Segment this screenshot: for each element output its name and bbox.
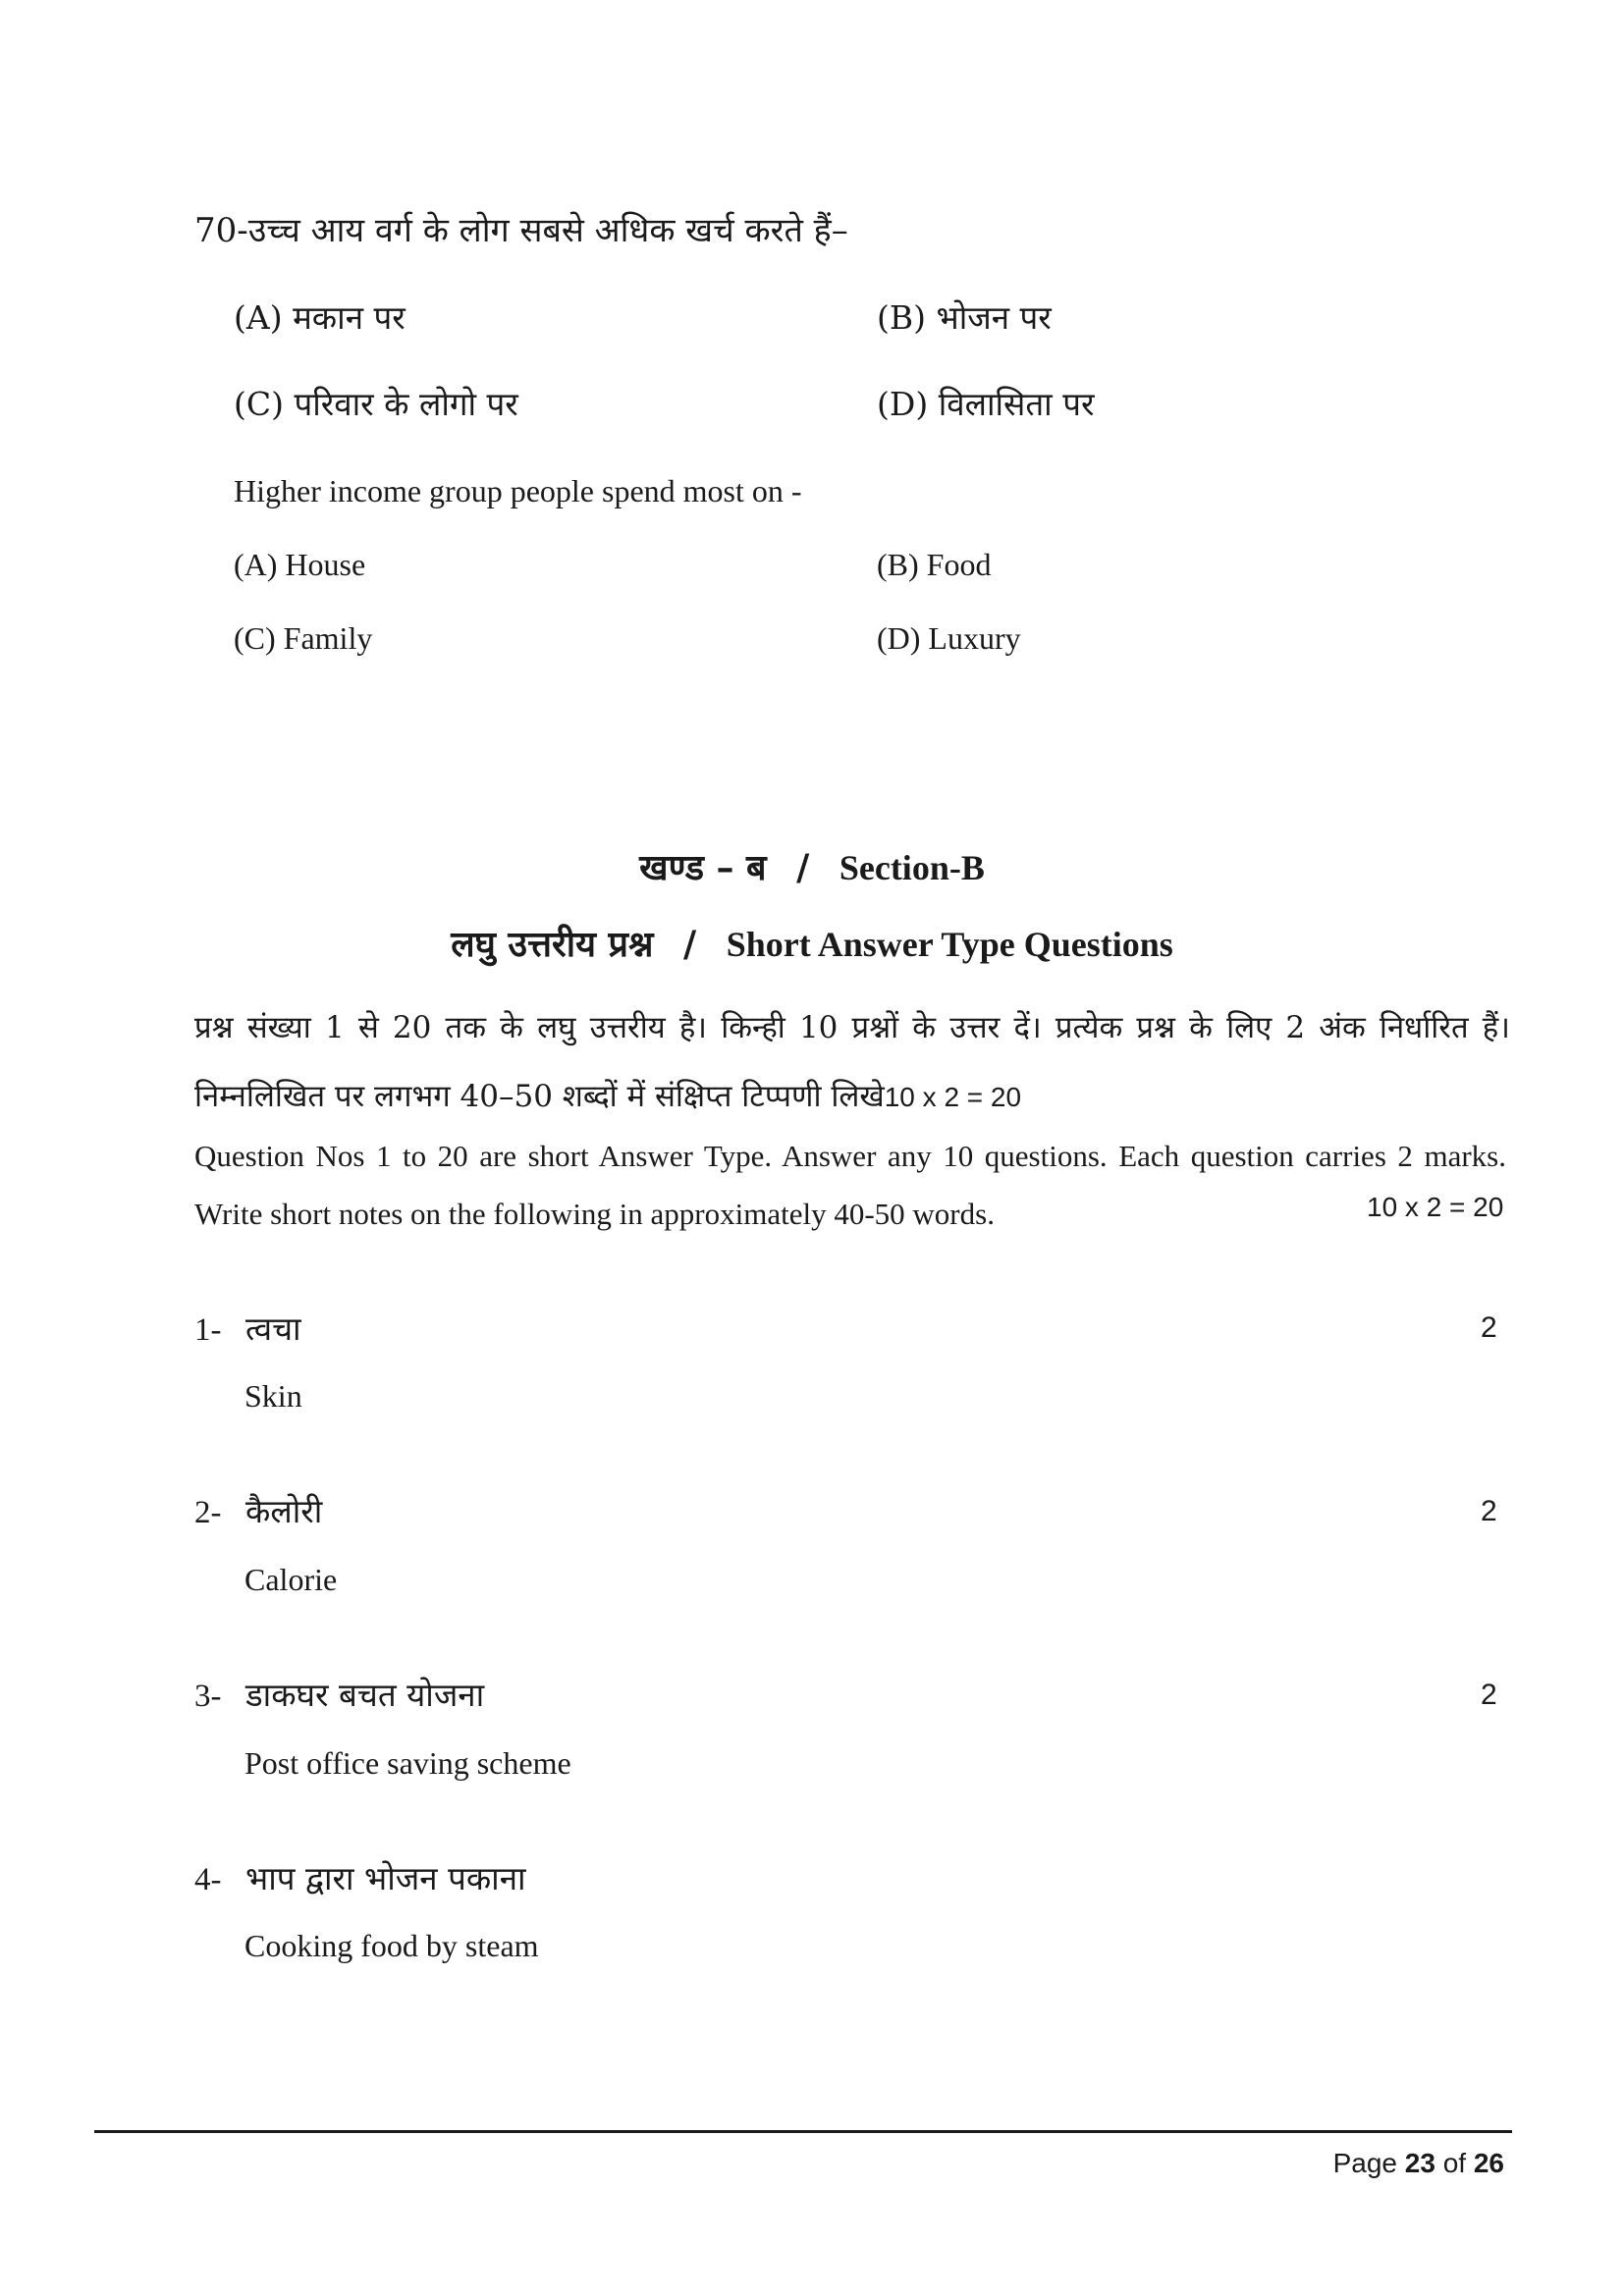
section-title [0, 842, 1624, 890]
question-70-english: Higher income group people spend most on - [234, 473, 802, 508]
question-3-english: Post office saving scheme [244, 1745, 571, 1781]
question-2-marks: 2 [1481, 1495, 1497, 1527]
section-title-separator: / [796, 847, 810, 888]
question-1-english: Skin [244, 1378, 302, 1414]
question-4-hindi: भाप द्वारा भोजन पकाना [245, 1859, 526, 1897]
question-2-hindi: कैलोरी [245, 1492, 323, 1530]
section-subtitle-english: Short Answer Type Questions [726, 925, 1173, 964]
question-4-number: 4- [194, 1862, 222, 1897]
instructions-hindi-marks: 10 x 2 = 20 [884, 1082, 1022, 1112]
question-1-marks: 2 [1481, 1311, 1497, 1344]
question-2 [194, 1488, 322, 1532]
instructions-english-marks: 10 x 2 = 20 [1367, 1192, 1504, 1222]
q70-option-c-english: (C) Family [234, 620, 373, 656]
instructions-english: Question Nos 1 to 20 are short Answer Type. Answer any 10 questions. Each question carries 2 marks. Write short notes on the following in approximately 40-50 words. [194, 1139, 1506, 1231]
footer-divider [94, 2130, 1512, 2133]
page-number [1333, 2148, 1504, 2179]
question-3-hindi: डाकघर बचत योजना [245, 1676, 485, 1714]
question-3 [194, 1672, 484, 1716]
question-1-hindi: त्वचा [245, 1309, 301, 1348]
question-2-number: 2- [194, 1495, 222, 1530]
q70-option-a-english: (A) House [234, 547, 366, 582]
question-70-hindi: 70-उच्च आय वर्ग के लोग सबसे अधिक खर्च करते हैं– [194, 211, 848, 250]
question-2-english: Calorie [244, 1562, 338, 1597]
question-4 [194, 1855, 526, 1899]
section-subtitle-separator: / [682, 924, 697, 965]
q70-option-a-hindi: (A) मकान पर [234, 298, 406, 337]
question-4-english: Cooking food by steam [244, 1928, 539, 1963]
q70-option-d-hindi: (D) विलासिता पर [877, 385, 1095, 423]
instructions-hindi [194, 993, 1510, 1132]
q70-option-d-english: (D) Luxury [877, 620, 1021, 656]
section-subtitle-hindi: लघु उत्तरीय प्रश्न [451, 924, 654, 965]
page-current: 23 [1404, 2148, 1435, 2178]
instructions-hindi-text: प्रश्न संख्या 1 से 20 तक के लघु उत्तरीय है। किन्ही 10 प्रश्नों के उत्तर दें। प्रत्येक प्रश्न के लिए 2 अंक निर्धारित हैं। निम्नलिखित पर लगभग 40–50 शब्दों में संक्षिप्त टिप्पणी लिखे [194, 1010, 1510, 1114]
question-1-number: 1- [194, 1312, 222, 1348]
page-label: Page [1332, 2148, 1397, 2178]
section-title-hindi: खण्ड – ब [639, 847, 767, 888]
section-title-english: Section-B [839, 848, 985, 887]
question-3-marks: 2 [1481, 1679, 1497, 1711]
q70-option-b-english: (B) Food [877, 547, 992, 582]
section-subtitle [0, 919, 1624, 967]
page-total: 26 [1473, 2148, 1504, 2178]
page-of-label: of [1442, 2148, 1467, 2178]
question-3-number: 3- [194, 1679, 222, 1714]
question-1 [194, 1306, 301, 1350]
q70-option-c-hindi: (C) परिवार के लोगो पर [234, 385, 518, 423]
q70-option-b-hindi: (B) भोजन पर [877, 298, 1052, 337]
